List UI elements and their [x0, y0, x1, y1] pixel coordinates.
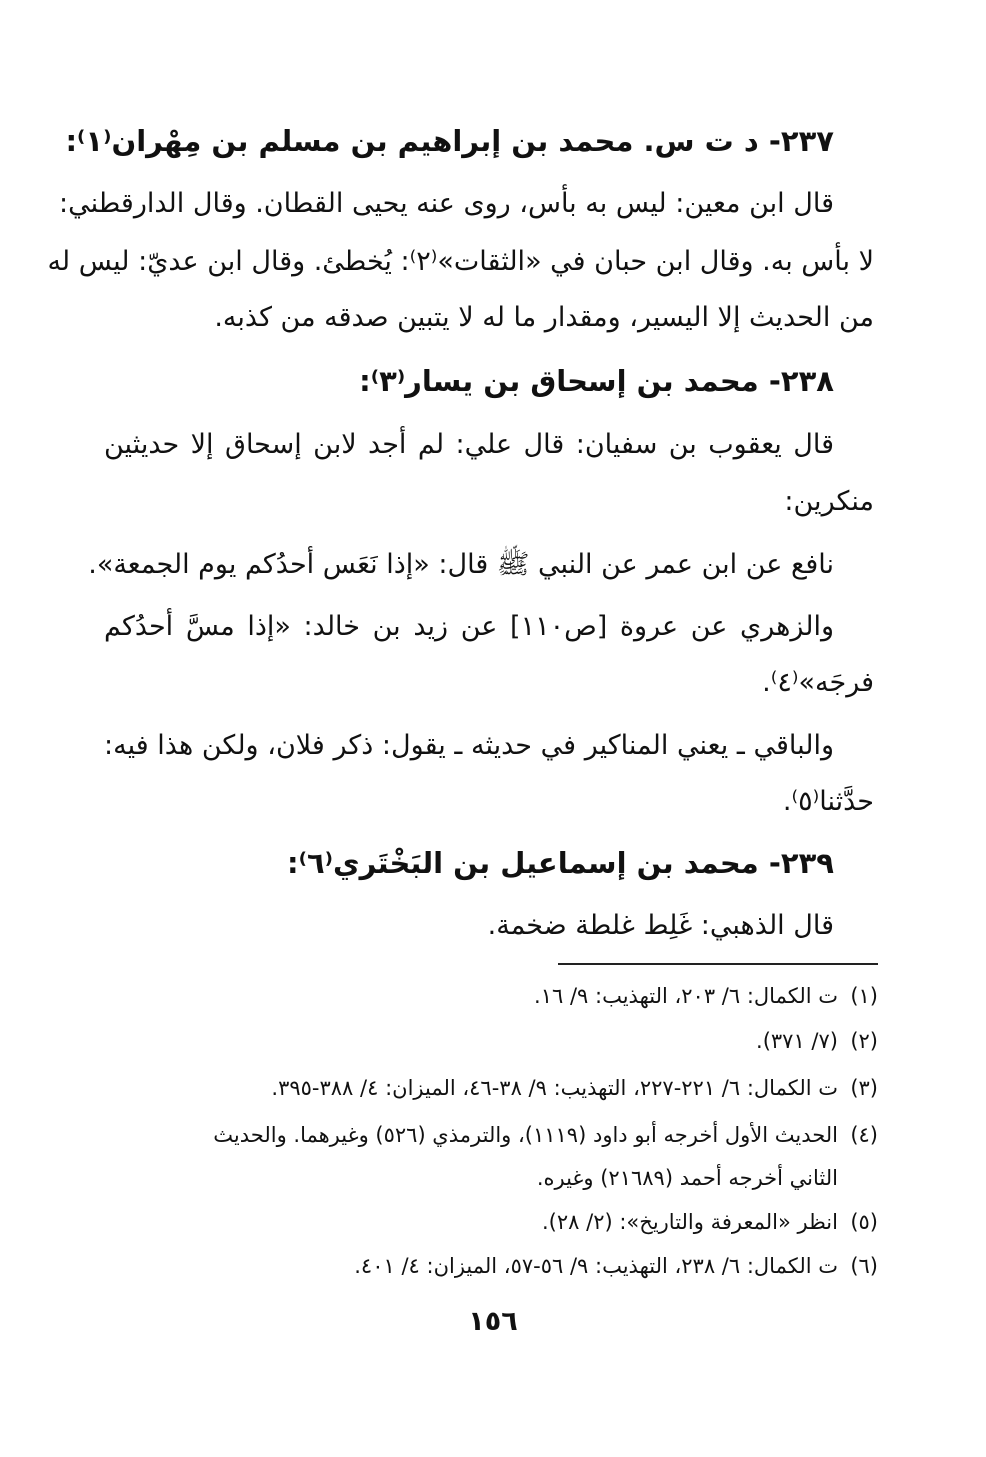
- footnote-number: (٢): [850, 1029, 878, 1053]
- footnote-text: الحديث الأول أخرجه أبو داود (١١١٩)، والترمذي (٥٢٦) وغيرهما. والحديث: [213, 1123, 838, 1147]
- entry-238-text-line-5: فرجَه»⁽٤⁾.: [762, 667, 874, 698]
- entry-237-text-line-1: قال ابن معين: ليس به بأس، روى عنه يحيى القطان. وقال الدارقطني:: [59, 188, 834, 219]
- entry-238-text-line-4: والزهري عن عروة [ص١١٠] عن زيد بن خالد: «إذا مسَّ أحدُكم: [104, 611, 834, 642]
- footnote-4-continuation: الثاني أخرجه أحمد (٢١٦٨٩) وغيره.: [536, 1166, 838, 1190]
- entry-238-text-line-2: منكرين:: [784, 486, 874, 517]
- footnote-1: [104, 980, 878, 1012]
- footnote-text: انظر «المعرفة والتاريخ»: (٢/ ٢٨).: [541, 1210, 838, 1234]
- entry-239-text-line-1: قال الذهبي: غَلِط غلطة ضخمة.: [487, 910, 834, 941]
- entry-237-heading: ٢٣٧- د ت س. محمد بن إبراهيم بن مسلم بن مِهْران⁽١⁾:: [65, 124, 834, 158]
- entry-238-text-line-1: قال يعقوب بن سفيان: قال علي: لم أجد لابن إسحاق إلا حديثين: [104, 429, 834, 460]
- footnote-text: ت الكمال: ٦/ ٢٢١-٢٢٧، التهذيب: ٩/ ٣٨-٤٦، الميزان: ٤/ ٣٨٨-٣٩٥.: [271, 1076, 838, 1100]
- entry-237-text-line-2: لا بأس به. وقال ابن حبان في «الثقات»⁽٢⁾: يُخطئ. وقال ابن عديّ: ليس له: [47, 246, 874, 277]
- footnote-text: ت الكمال: ٦/ ٢٣٨، التهذيب: ٩/ ٥٦-٥٧، الميزان: ٤/ ٤٠١.: [354, 1254, 838, 1278]
- entry-237-text-line-3: من الحديث إلا اليسير، ومقدار ما له لا يتبين صدقه من كذبه.: [214, 302, 874, 333]
- footnote-number: (١): [850, 984, 878, 1008]
- footnote-number: (٤): [850, 1123, 878, 1147]
- footnote-number: (٣): [850, 1076, 878, 1100]
- entry-238-text-line-6: والباقي ـ يعني المناكير في حديثه ـ يقول: ذكر فلان، ولكن هذا فيه:: [104, 730, 834, 761]
- footnote-5: [104, 1206, 878, 1238]
- entry-238-heading: ٢٣٨- محمد بن إسحاق بن يسار⁽٣⁾:: [359, 364, 834, 398]
- footnote-number: (٦): [850, 1254, 878, 1278]
- footnote-separator: [558, 963, 878, 965]
- entry-238-text-line-7: حدَّثنا⁽٥⁾.: [782, 786, 874, 817]
- footnote-number: (٥): [850, 1210, 878, 1234]
- footnote-text: (٧/ ٣٧١).: [756, 1029, 838, 1053]
- page-number: ١٥٦: [468, 1306, 518, 1337]
- footnote-text: ت الكمال: ٦/ ٢٠٣، التهذيب: ٩/ ١٦.: [534, 984, 838, 1008]
- footnote-3: [104, 1072, 878, 1104]
- footnote-4: [104, 1119, 878, 1151]
- footnote-6: [104, 1250, 878, 1282]
- entry-239-heading: ٢٣٩- محمد بن إسماعيل بن البَخْتَري⁽٦⁾:: [286, 846, 834, 880]
- footnote-2: [104, 1025, 878, 1057]
- entry-238-text-line-3: نافع عن ابن عمر عن النبي ﷺ قال: «إذا نَعَس أحدُكم يوم الجمعة».: [88, 549, 834, 580]
